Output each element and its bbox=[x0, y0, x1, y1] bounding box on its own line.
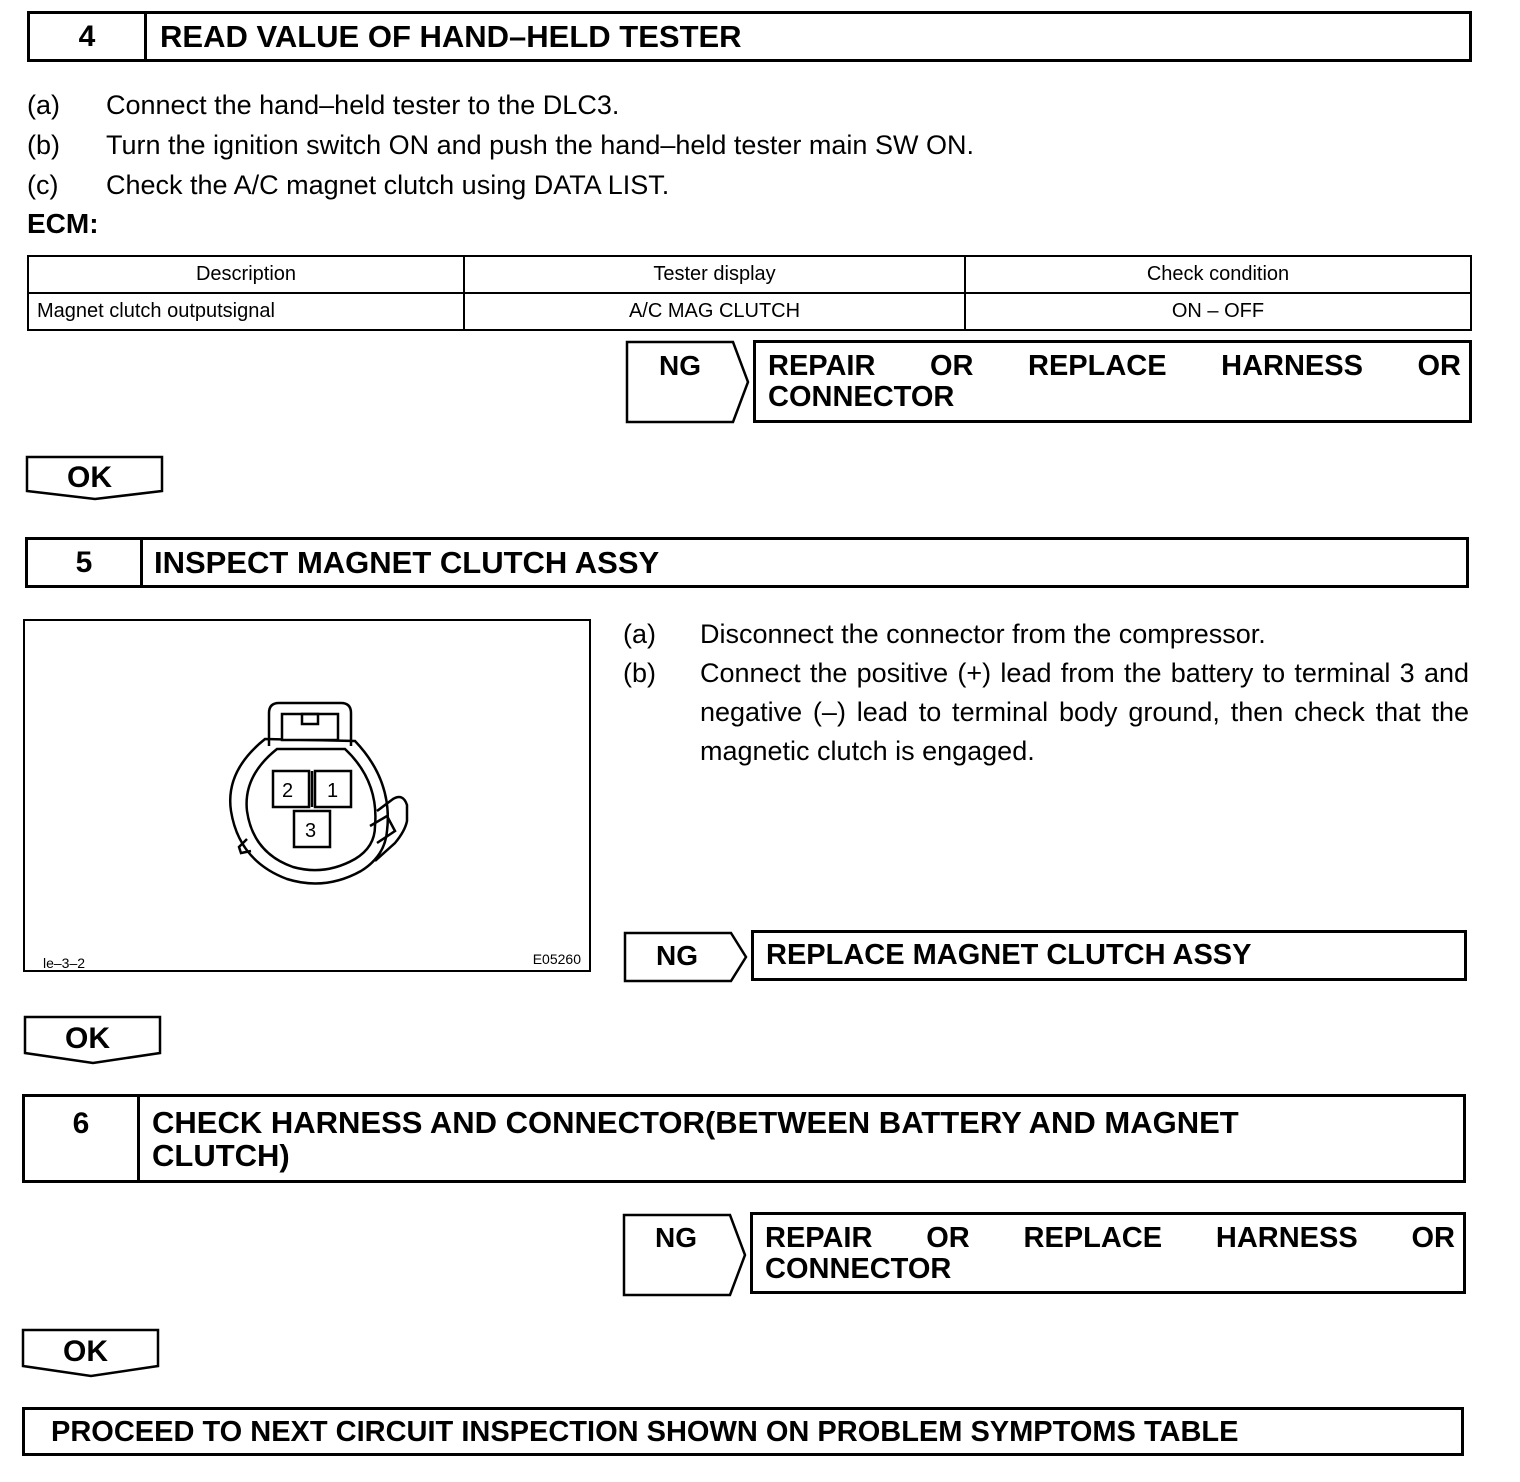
step-4-line-a-text: Connect the hand–held tester to the DLC3. bbox=[106, 90, 620, 120]
ng-word: REPLACE bbox=[1023, 1222, 1163, 1254]
table-cell-description: Magnet clutch outputsignal bbox=[28, 293, 464, 330]
step-6-ng-result bbox=[750, 1212, 1466, 1294]
step-5-ok-label: OK bbox=[65, 1022, 110, 1055]
table-header-description: Description bbox=[28, 256, 464, 293]
step-4-line-a bbox=[27, 90, 619, 121]
step-5-number: 5 bbox=[28, 540, 143, 585]
step-4-line-c-text: Check the A/C magnet clutch using DATA LIST. bbox=[106, 170, 670, 200]
step-4-line-a-label: (a) bbox=[27, 90, 60, 120]
step-5-title: INSPECT MAGNET CLUTCH ASSY bbox=[154, 545, 660, 580]
ng-word: REPAIR bbox=[765, 1222, 873, 1254]
step-4-ng-result bbox=[753, 340, 1472, 423]
step-4-line-b-label: (b) bbox=[27, 130, 60, 160]
step-6-ng-label: NG bbox=[655, 1222, 697, 1253]
table-header-tester-display: Tester display bbox=[464, 256, 965, 293]
step-4-line-c-label: (c) bbox=[27, 170, 59, 200]
table-header-row bbox=[28, 256, 1471, 293]
step-5-ng-result: REPLACE MAGNET CLUTCH ASSY bbox=[751, 930, 1467, 981]
step-4-line-c bbox=[27, 170, 669, 201]
table-header-check-condition: Check condition bbox=[965, 256, 1471, 293]
table-row bbox=[28, 293, 1471, 330]
step-4-ng-label: NG bbox=[659, 350, 701, 381]
ecm-data-table bbox=[27, 255, 1472, 331]
ng-word: OR bbox=[926, 1222, 970, 1254]
terminal-2-label: 2 bbox=[282, 780, 294, 802]
ng-word: HARNESS bbox=[1221, 350, 1363, 382]
ng-word: HARNESS bbox=[1215, 1222, 1358, 1254]
table-cell-tester-display: A/C MAG CLUTCH bbox=[464, 293, 965, 330]
table-cell-check-condition: ON – OFF bbox=[965, 293, 1471, 330]
step-6-ok-label: OK bbox=[63, 1335, 108, 1368]
ng-word: OR bbox=[929, 350, 974, 382]
ng-word: REPLACE bbox=[1028, 350, 1167, 382]
connector-figure bbox=[23, 619, 591, 972]
step-5-line-a-label: (a) bbox=[623, 619, 656, 649]
final-instruction-text: PROCEED TO NEXT CIRCUIT INSPECTION SHOWN ON PROBLEM SYMPTOMS TABLE bbox=[51, 1416, 1239, 1448]
step-4-ok-label: OK bbox=[67, 461, 112, 494]
step-4-number: 4 bbox=[30, 14, 147, 59]
final-instruction-box bbox=[22, 1407, 1464, 1456]
step-5-ng-label: NG bbox=[656, 940, 698, 971]
ng-word: OR bbox=[1411, 1222, 1455, 1254]
step-6-number: 6 bbox=[25, 1097, 140, 1180]
step-4-header bbox=[27, 11, 1472, 62]
step-6-title: CHECK HARNESS AND CONNECTOR(BETWEEN BATTERY AND MAGNET CLUTCH) bbox=[152, 1105, 1239, 1173]
step-4-ng-result-line-1 bbox=[768, 351, 1469, 382]
ecm-label: ECM: bbox=[27, 208, 99, 239]
connector-diagram bbox=[25, 621, 588, 969]
figure-code-left: le–3–2 bbox=[43, 955, 86, 971]
step-5-line-b-label: (b) bbox=[623, 658, 656, 688]
terminal-3-label: 3 bbox=[305, 820, 317, 842]
step-4-line-b-text: Turn the ignition switch ON and push the hand–held tester main SW ON. bbox=[106, 130, 974, 160]
step-6-ng-result-line-2: CONNECTOR bbox=[765, 1253, 952, 1285]
step-4-line-b bbox=[27, 130, 974, 161]
step-5-header bbox=[25, 537, 1469, 588]
step-6-ng-result-line-1 bbox=[765, 1223, 1463, 1254]
step-5-line-a-text: Disconnect the connector from the compressor. bbox=[700, 619, 1266, 649]
ng-word: REPAIR bbox=[768, 350, 876, 382]
step-4-title: READ VALUE OF HAND–HELD TESTER bbox=[160, 19, 742, 54]
step-5-line-b-text: Connect the positive (+) lead from the battery to terminal 3 and negative (–) lead to terminal body ground, then check that the magnetic clutch is engaged. bbox=[700, 658, 1469, 766]
figure-code-right: E05260 bbox=[532, 951, 581, 967]
ng-word: OR bbox=[1417, 350, 1461, 382]
step-6-header bbox=[22, 1094, 1466, 1183]
terminal-1-label: 1 bbox=[327, 780, 339, 802]
step-4-ng-result-line-2: CONNECTOR bbox=[768, 381, 955, 413]
